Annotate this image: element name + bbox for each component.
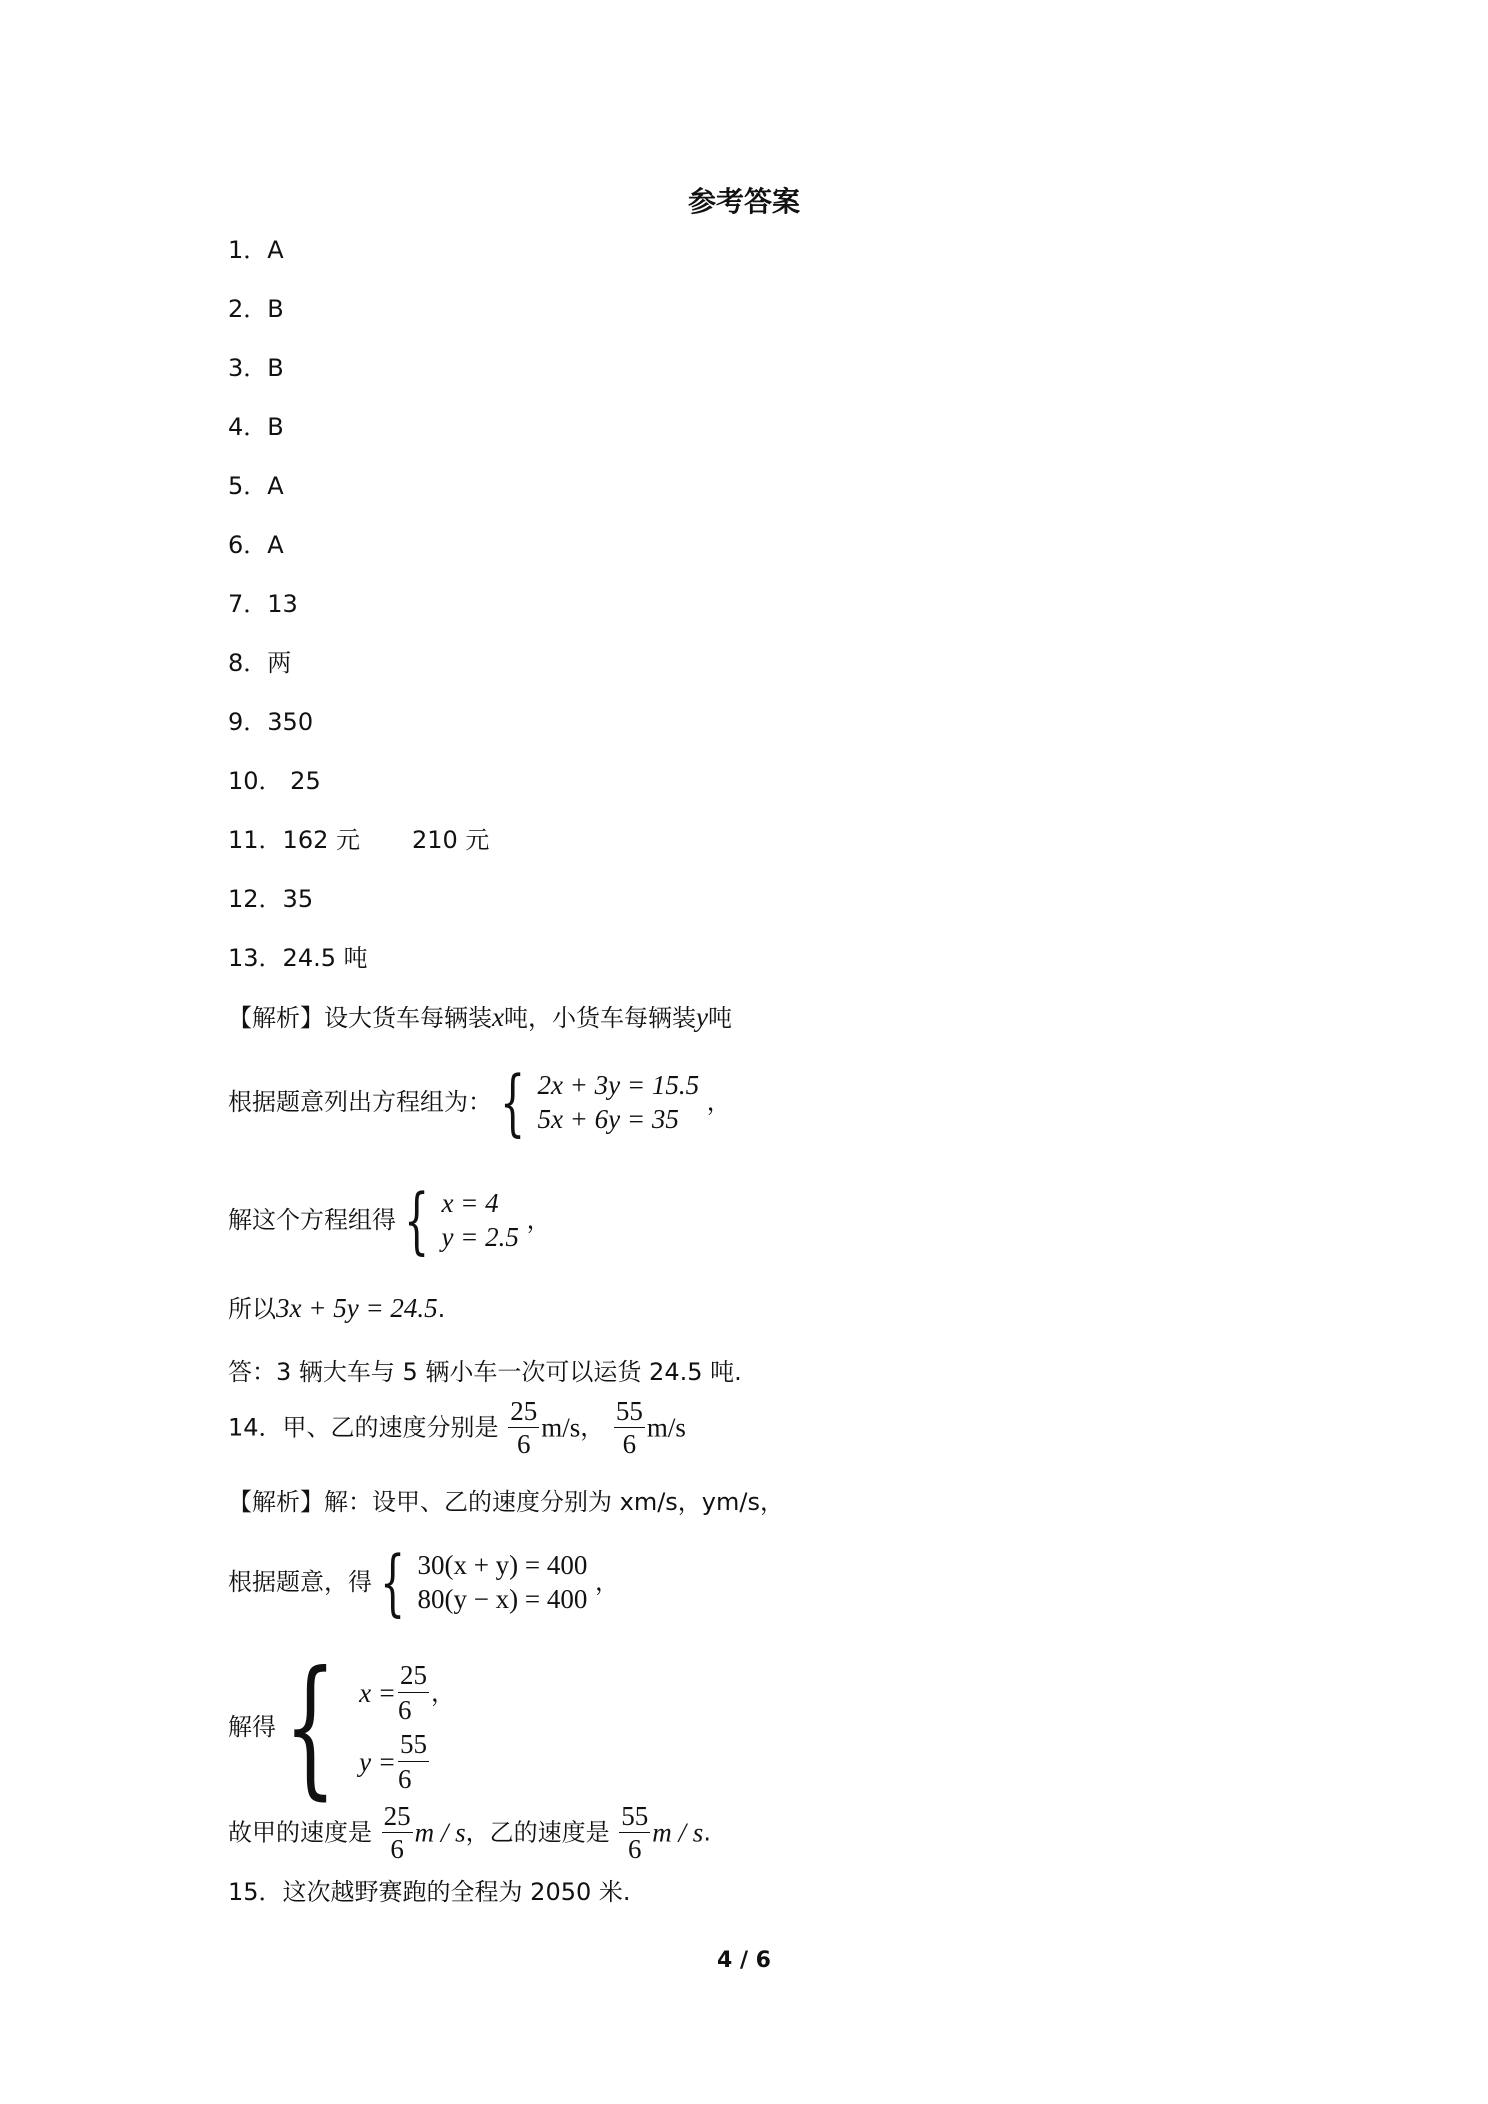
answer-item-1: 1．A	[228, 236, 284, 264]
answer-item-15: 15．这次越野赛跑的全程为 2050 米.	[228, 1878, 631, 1906]
answer-item-4: 4．B	[228, 413, 284, 441]
fraction: $\frac{55}{6}$	[615, 1396, 643, 1459]
q13-analysis: 【解析】设大货车每辆装x吨，小货车每辆装y吨	[228, 1002, 732, 1032]
q13-sol1: x = 4	[441, 1188, 499, 1218]
q13-eq1: 2x + 3y = 15.5	[537, 1070, 700, 1100]
q13-so: 所以3x + 5y = 24.5.	[228, 1293, 446, 1323]
q14-equation-system: 根据题意，得 { 30(x + y) = 400 80(y − x) = 400 ，	[228, 1540, 620, 1624]
answer-item-2: 2．B	[228, 295, 284, 323]
q14-eq1: 30(x + y) = 400	[417, 1550, 588, 1580]
answer-item-10: 10． 25	[228, 767, 321, 795]
left-brace-icon: {	[403, 1178, 429, 1262]
fraction: $\frac{25}{6}$	[383, 1801, 411, 1864]
answer-item-8: 8．两	[228, 649, 292, 677]
fraction: $\frac{55}{6}$	[398, 1729, 428, 1794]
left-brace-icon: {	[499, 1060, 525, 1144]
answer-11-second: 210 元	[411, 826, 490, 854]
q13-answer: 答：3 辆大车与 5 辆小车一次可以运货 24.5 吨.	[228, 1358, 742, 1386]
answer-item-7: 7．13	[228, 590, 298, 618]
q13-solution-system: 解这个方程组得 { x = 4 y = 2.5 ，	[228, 1178, 551, 1262]
left-brace-icon: {	[379, 1540, 405, 1624]
q13-sol2: y = 2.5	[441, 1222, 519, 1252]
answer-item-3: 3．B	[228, 354, 284, 382]
page-number: 4 / 6	[717, 1948, 771, 1973]
q14-solution-system: 解得 { x = $\frac{25}{6}$ ， y = $\frac{55}{6}$	[228, 1640, 456, 1814]
page-title: 参考答案	[687, 185, 800, 218]
q13-eq2: 5x + 6y = 35	[537, 1104, 679, 1134]
q14-analysis: 【解析】解：设甲、乙的速度分别为 xm/s，ym/s，	[228, 1488, 784, 1516]
q14-eq2: 80(y − x) = 400	[417, 1584, 588, 1614]
answer-item-5: 5．A	[228, 472, 284, 500]
fraction: $\frac{25}{6}$	[510, 1396, 538, 1459]
answer-item-13: 13．24.5 吨	[228, 944, 368, 972]
fraction: $\frac{25}{6}$	[398, 1660, 428, 1725]
answer-item-6: 6．A	[228, 531, 284, 559]
left-brace-icon: {	[283, 1640, 337, 1814]
answer-item-14: 14．甲、乙的速度分别是 $\frac{25}{6}$ m/s， $\frac{55}{6}$ m/s	[228, 1396, 686, 1459]
answer-item-9: 9．350	[228, 708, 314, 736]
answer-item-12: 12．35	[228, 885, 314, 913]
q14-conclusion: 故甲的速度是 $\frac{25}{6}$ m / s，乙的速度是 $\frac{55}{6}$ m / s.	[228, 1801, 711, 1864]
fraction: $\frac{55}{6}$	[621, 1801, 649, 1864]
q13-equation-system: 根据题意列出方程组为： { 2x + 3y = 15.5 5x + 6y = 35 ，	[228, 1060, 731, 1144]
answer-item-11: 11．162 元 210 元	[228, 826, 490, 854]
